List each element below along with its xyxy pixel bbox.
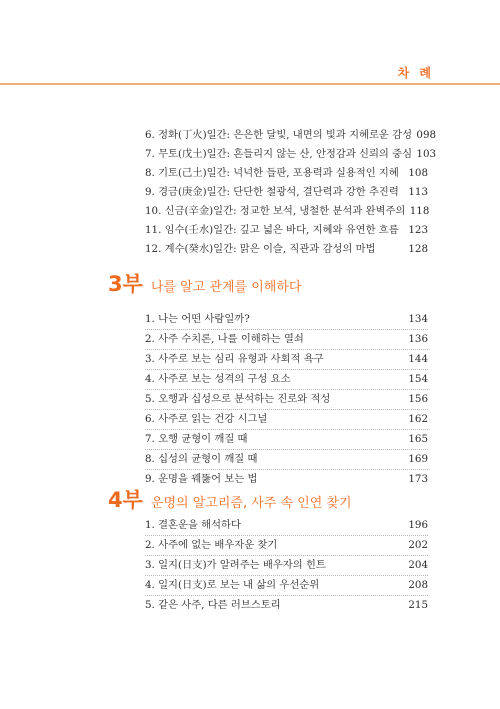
part4-number: 4부 <box>108 488 143 512</box>
toc-entry-label: 4. 일지(日支)로 보는 내 삶의 우선순위 <box>145 579 320 591</box>
toc-entry[interactable] <box>145 145 437 164</box>
toc-entry[interactable] <box>145 330 428 350</box>
toc-entry[interactable] <box>145 183 428 202</box>
toc-entry[interactable] <box>145 370 428 390</box>
toc-entry-page: 098 <box>416 129 437 141</box>
toc-entry-page: 123 <box>408 224 428 236</box>
part4-heading[interactable] <box>108 484 352 514</box>
toc-entry[interactable] <box>145 310 428 330</box>
toc-entry[interactable] <box>145 556 428 576</box>
toc-entry-label: 10. 신금(辛金)일간: 정교한 보석, 냉철한 분석과 완벽주의 <box>145 205 406 217</box>
toc-entry-label: 11. 임수(壬水)일간: 깊고 넓은 바다, 지혜와 유연한 흐름 <box>145 224 399 236</box>
toc-entry[interactable] <box>145 430 428 450</box>
toc-list-part3 <box>145 310 428 489</box>
toc-entry-page: 156 <box>408 393 428 405</box>
toc-entry-label: 9. 운명을 꿰뚫어 보는 법 <box>145 473 258 485</box>
toc-entry-page: 108 <box>408 167 428 179</box>
toc-entry[interactable] <box>145 164 428 183</box>
toc-entry-label: 4. 사주로 보는 성격의 구성 요소 <box>145 373 291 385</box>
toc-entry-page: 162 <box>408 413 428 425</box>
toc-entry-label: 7. 무토(戊土)일간: 흔들리지 않는 산, 안정감과 신뢰의 중심 <box>145 148 413 160</box>
toc-entry-page: 113 <box>408 186 428 198</box>
toc-entry-label: 1. 결혼운을 해석하다 <box>145 519 241 531</box>
toc-entry-label: 1. 나는 어떤 사람일까? <box>145 313 250 325</box>
toc-entry-label: 12. 계수(癸水)일간: 맑은 이슬, 직관과 감성의 마법 <box>145 243 376 255</box>
toc-list-prev <box>145 126 437 259</box>
part4-title: 운명의 알고리즘, 사주 속 인연 찾기 <box>150 496 352 511</box>
toc-entry-page: 204 <box>408 559 428 571</box>
part3-number: 3부 <box>108 272 143 296</box>
toc-entry[interactable] <box>145 350 428 370</box>
toc-entry-page: 136 <box>408 333 428 345</box>
toc-entry-label: 6. 정화(丁火)일간: 은은한 달빛, 내면의 빛과 지혜로운 감성 <box>145 129 413 141</box>
toc-entry-page: 118 <box>409 205 430 217</box>
toc-entry-page: 196 <box>408 519 428 531</box>
toc-entry-page: 134 <box>408 313 428 325</box>
toc-entry-page: 208 <box>408 579 428 591</box>
toc-entry-page: 169 <box>408 453 428 465</box>
toc-entry-label: 9. 경금(庚金)일간: 단단한 철광석, 결단력과 강한 추진력 <box>145 186 399 198</box>
toc-entry-page: 144 <box>408 353 428 365</box>
toc-entry-label: 3. 일지(日支)가 알려주는 배우자의 힌트 <box>145 559 326 571</box>
toc-entry[interactable] <box>145 576 428 596</box>
toc-entry-label: 7. 오행 균형이 깨질 때 <box>145 433 248 445</box>
header-rule <box>0 83 500 85</box>
toc-entry[interactable] <box>145 202 428 221</box>
toc-entry-label: 3. 사주로 보는 심리 유형과 사회적 욕구 <box>145 353 324 365</box>
toc-entry[interactable] <box>145 410 428 430</box>
toc-entry[interactable] <box>145 126 437 145</box>
toc-entry-page: 103 <box>416 148 437 160</box>
toc-entry-label: 5. 같은 사주, 다른 러브스토리 <box>145 599 281 611</box>
toc-entry-label: 2. 사주 수치론, 나를 이해하는 열쇠 <box>145 333 304 345</box>
toc-entry[interactable] <box>145 450 428 470</box>
toc-entry[interactable] <box>145 516 428 536</box>
part3-title: 나를 알고 관계를 이해하다 <box>150 280 302 295</box>
part3-heading[interactable] <box>108 268 301 298</box>
toc-header-title: 차 례 <box>397 66 434 80</box>
toc-entry-label: 5. 오행과 십성으로 분석하는 진로와 적성 <box>145 393 331 405</box>
toc-entry-label: 2. 사주에 없는 배우자운 찾기 <box>145 539 278 551</box>
toc-entry-page: 154 <box>408 373 428 385</box>
toc-entry[interactable] <box>145 390 428 410</box>
toc-entry[interactable] <box>145 221 428 240</box>
toc-entry-label: 6. 사주로 읽는 건강 시그널 <box>145 413 268 425</box>
toc-entry-page: 165 <box>408 433 428 445</box>
toc-entry-label: 8. 십성의 균형이 깨질 때 <box>145 453 258 465</box>
toc-entry-page: 173 <box>408 473 428 485</box>
toc-list-part4 <box>145 516 428 615</box>
toc-entry-page: 202 <box>408 539 428 551</box>
toc-entry[interactable] <box>145 596 428 615</box>
toc-entry-page: 215 <box>408 599 428 611</box>
toc-entry-page: 128 <box>408 243 428 255</box>
toc-entry[interactable] <box>145 240 428 259</box>
toc-entry-label: 8. 기토(己土)일간: 넉넉한 들판, 포용력과 실용적인 지혜 <box>145 167 399 179</box>
toc-entry[interactable] <box>145 536 428 556</box>
